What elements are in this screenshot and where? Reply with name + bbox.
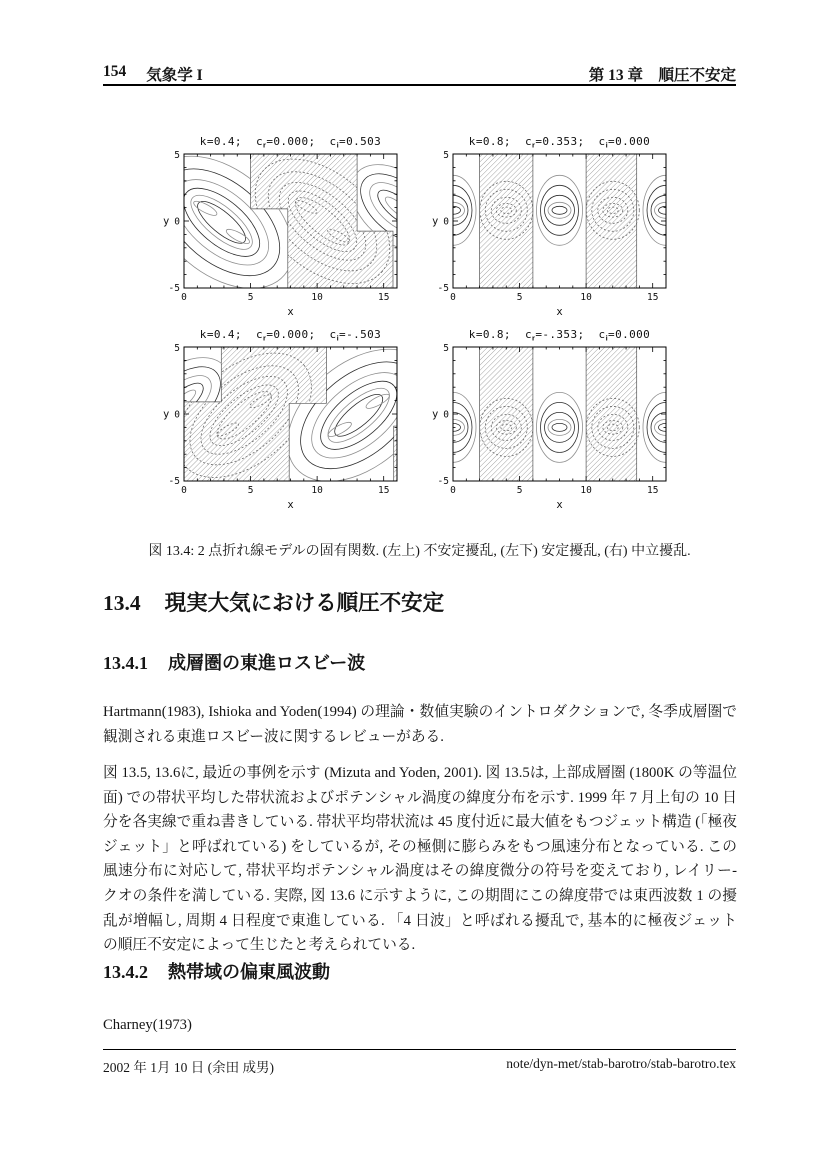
y-axis-label: y	[163, 215, 170, 228]
contour-lines	[430, 175, 674, 245]
y-tick-label: 0	[174, 216, 180, 228]
section-number: 13.4	[103, 591, 141, 615]
x-tick-label: 5	[516, 292, 523, 303]
x-tick-label: 5	[247, 292, 254, 303]
contour-lines	[430, 392, 674, 462]
y-tick-label: -5	[437, 476, 449, 487]
footer-rule	[103, 1049, 736, 1050]
hatched-region	[586, 154, 637, 288]
x-tick-label: 5	[516, 485, 523, 496]
x-tick-label: 15	[377, 485, 390, 496]
subsection-title: 成層圏の東進ロスビー波	[168, 653, 366, 673]
header-rule	[103, 84, 736, 86]
header-chapter: 第 13 章 順圧不安定	[588, 67, 736, 84]
plot-title: k=0.4; c $_r$ =0.000; c $_i$ =-.503	[199, 328, 382, 343]
y-axis-label: y	[163, 408, 170, 421]
section-title: 現実大気における順圧不安定	[164, 591, 445, 615]
course-title: 気象学 I	[146, 67, 203, 84]
y-tick-label: 5	[174, 343, 180, 354]
y-tick-label: 5	[443, 150, 449, 161]
footer-date-author: 2002 年 1月 10 日 (余田 成男)	[103, 1060, 274, 1075]
plot-title: k=0.4; c $_r$ =0.000; c $_i$ =0.503	[199, 135, 382, 150]
section-heading	[103, 586, 444, 617]
header-left	[103, 63, 203, 85]
x-tick-label: 0	[450, 292, 456, 303]
subsection-heading	[103, 649, 365, 675]
contour-plot-neutral-mode-west	[423, 325, 674, 515]
y-axis-label: y	[432, 408, 439, 421]
contour-plot-stable-mode	[154, 325, 405, 515]
y-tick-label: -5	[168, 283, 180, 294]
x-tick-label: 10	[311, 292, 323, 303]
body-paragraph: Charney(1973)	[103, 1017, 192, 1033]
y-tick-label: -5	[168, 476, 180, 487]
x-axis-label: x	[287, 499, 294, 511]
x-tick-label: 5	[247, 485, 254, 496]
x-tick-label: 10	[311, 485, 323, 496]
contour-plot-neutral-mode-east	[423, 132, 674, 322]
subsection-title: 熱帯域の偏東風波動	[168, 962, 330, 982]
x-tick-label: 15	[646, 485, 659, 496]
x-tick-label: 0	[181, 292, 187, 303]
y-tick-label: 5	[174, 150, 180, 161]
plot-title: k=0.8; c $_r$ =-.353; c $_i$ =0.000	[468, 328, 651, 343]
y-tick-label: 0	[443, 409, 449, 421]
plot-title: k=0.8; c $_r$ =0.353; c $_i$ =0.000	[468, 135, 651, 150]
subsection-number: 13.4.2	[103, 962, 148, 982]
figure-13-4	[154, 132, 694, 515]
subsection-number: 13.4.1	[103, 653, 148, 673]
x-axis-label: x	[556, 499, 563, 511]
subsection-heading	[103, 958, 330, 984]
figure-caption: 図 13.4: 2 点折れ線モデルの固有関数. (左上) 不安定擾乱, (左下) 安定擾乱, (右) 中立擾乱.	[148, 544, 691, 559]
x-axis-label: x	[556, 306, 563, 318]
body-paragraph: Hartmann(1983), Ishioka and Yoden(1994) の理論・数値実験のイントロダクションで, 冬季成層圏で観測される東進ロスビー波に関するレビューがある.	[103, 704, 737, 745]
x-tick-label: 10	[580, 292, 592, 303]
footer-source-path: note/dyn-met/stab-barotro/stab-barotro.tex	[506, 1056, 736, 1071]
y-axis-label: y	[432, 215, 439, 228]
y-tick-label: 0	[443, 216, 449, 228]
x-tick-label: 15	[377, 292, 390, 303]
x-tick-label: 0	[181, 485, 187, 496]
page-number: 154	[103, 63, 127, 80]
x-tick-label: 15	[646, 292, 659, 303]
hatched-region	[480, 347, 533, 481]
x-tick-label: 0	[450, 485, 456, 496]
y-tick-label: -5	[437, 283, 449, 294]
x-axis-label: x	[287, 306, 294, 318]
x-tick-label: 10	[580, 485, 592, 496]
body-paragraph: 図 13.5, 13.6に, 最近の事例を示す (Mizuta and Yoden, 2001). 図 13.5は, 上部成層圏 (1800K の等温位面) での帯状平均した帯状流およびポテンシャル渦度の緯度分布を示す. 1999 年 7 月上旬の 10 日分を各実線で重ね書きしている. 帯状平均帯状流は 45 度付近に最大値をもつジェット構造 (「極夜ジェット」と呼ばれている) をしているが, その極側に膨らみをもつ風速分布となっている. この風速分布に対応して, 帯状平均ポテンシャル渦度はその緯度微分の符号を変えており, レイリー-クオの条件を満している. 実際, 図 13.6 に示すように, この期間にこの緯度帯では東西波数 1 の擾乱が増幅し, 周期 4 日程度で東進している. 「4 日波」と呼ばれる擾乱で, 基本的に極夜ジェットの順圧不安定によって生じたと考えられている.	[103, 765, 737, 954]
y-tick-label: 0	[174, 409, 180, 421]
hatched-region	[480, 154, 533, 288]
contour-plot-unstable-mode	[154, 132, 405, 322]
y-tick-label: 5	[443, 343, 449, 354]
